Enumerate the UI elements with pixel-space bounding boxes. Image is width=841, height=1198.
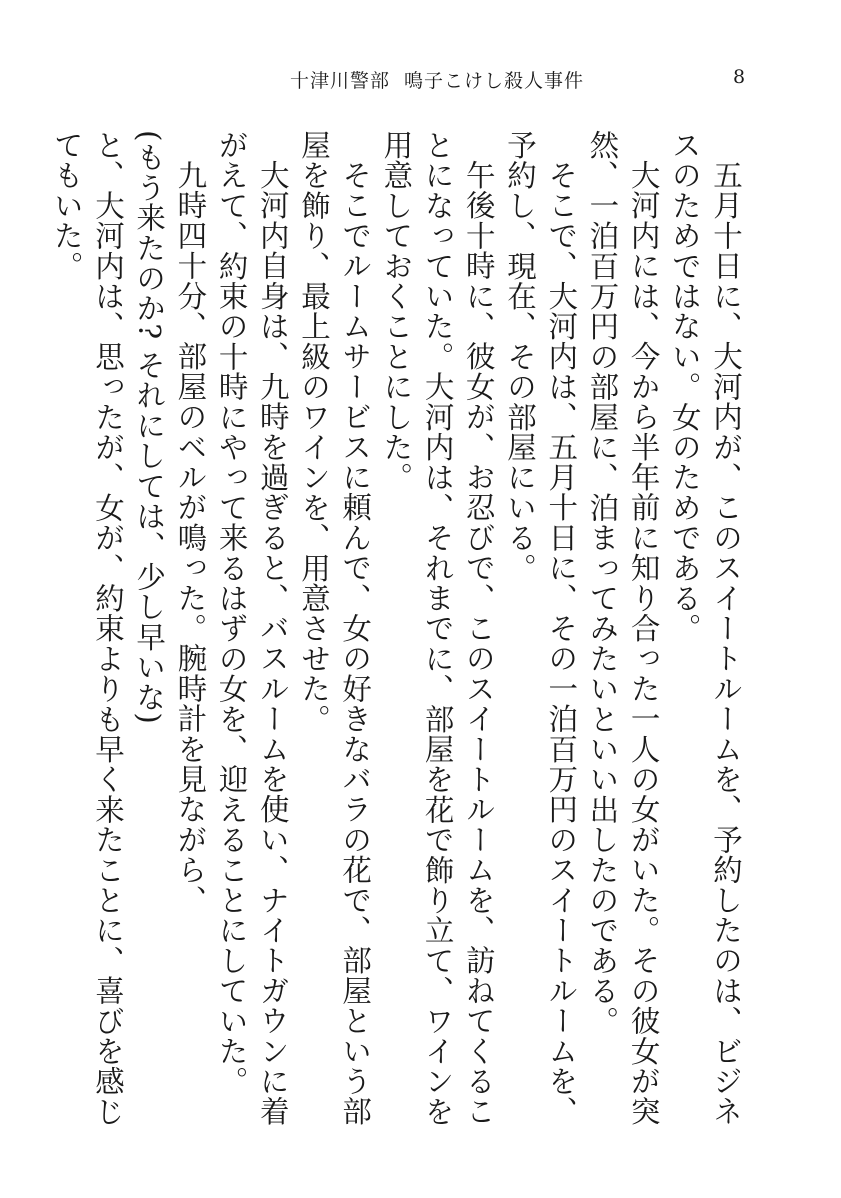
- vertical-text-body: [49, 130, 746, 1130]
- paragraph-6: 大河内自身は、九時を過ぎると、バスルームを使い、ナイトガウンに着がえて、約束の十時にやって来るはずの女を、迎えることにしていた。: [214, 130, 290, 1126]
- paragraph-1: 五月十日に、大河内が、このスイートルームを、予約したのは、ビジネスのためではない。女のためである。: [667, 130, 743, 1126]
- header-series: 十津川警部: [290, 70, 391, 92]
- paragraph-2: 大河内には、今から半年前に知り合った一人の女がいた。その彼女が突然、一泊百万円の部屋に、泊まってみたいといい出したのである。: [585, 130, 661, 1126]
- paragraph-3: そこで、大河内は、五月十日に、その一泊百万円のスイートルームを、予約し、現在、その部屋にいる。: [502, 130, 579, 1126]
- paragraph-7: 九時四十分、部屋のベルが鳴った。腕時計を見ながら、: [173, 159, 208, 915]
- header-title: 鳴子こけし殺人事件: [404, 70, 585, 92]
- paragraph-9: と、大河内は、思ったが、女が、約束よりも早く来たことに、喜びを感じてもいた。: [49, 130, 125, 1127]
- paragraph-8-thought: (もう来たのか? それにしては、少し早いな): [132, 130, 167, 725]
- paragraph-5: そこでルームサービスに頼んで、女の好きなバラの花で、部屋という部屋を飾り、最上級のワインを、用意させた。: [296, 130, 373, 1126]
- page-number: 8: [733, 66, 746, 88]
- running-header: [290, 66, 584, 93]
- paragraph-4: 午後十時に、彼女が、お忍びで、このスイートルームを、訪ねてくることになっていた。大河内は、それまでに、部屋を花で飾り立て、ワインを用意しておくことにした。: [379, 130, 496, 1127]
